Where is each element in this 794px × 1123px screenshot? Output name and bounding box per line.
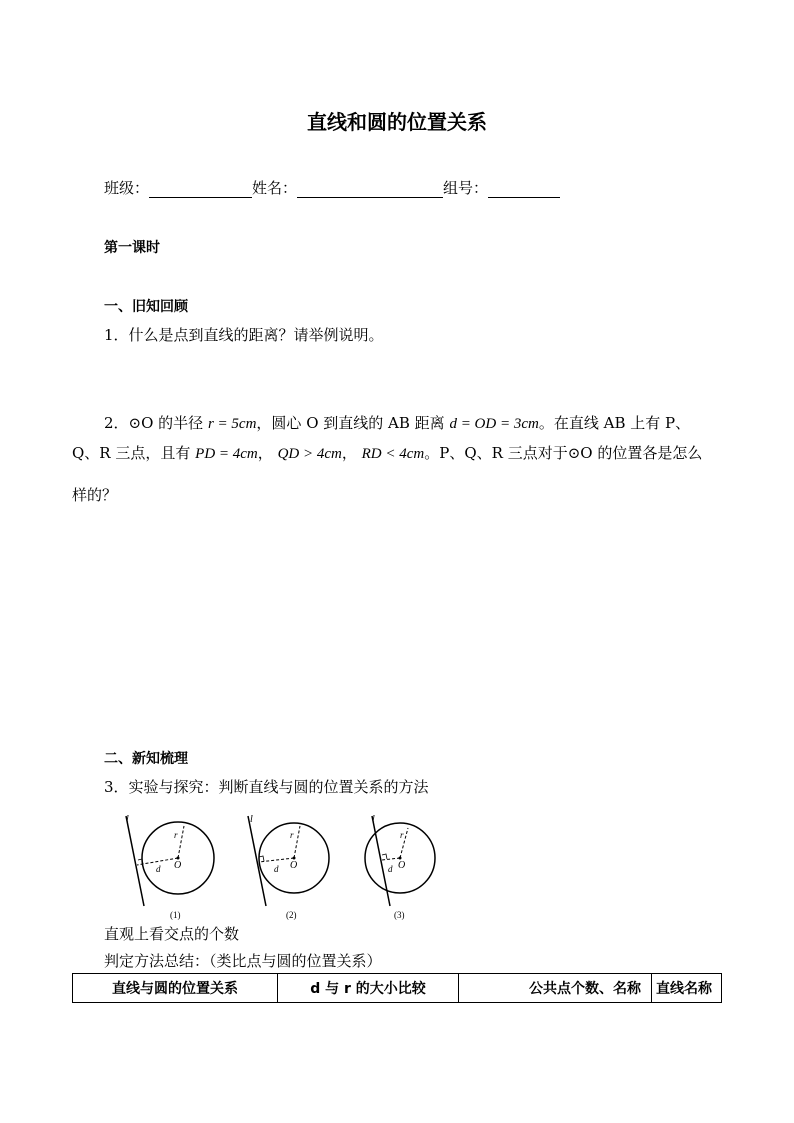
fig3-line-label: l <box>372 814 375 825</box>
class-label: 班级： <box>104 179 150 197</box>
observe-text: 直观上看交点的个数 <box>104 925 240 943</box>
figure-separate-graphic <box>118 810 218 925</box>
fig2-center-label: O <box>290 860 298 871</box>
fig2-line-label: l <box>250 814 253 825</box>
section1-heading: 一、旧知回顾 <box>104 299 188 315</box>
q2-text-4: Q、R 三点，且有 <box>72 444 191 462</box>
fig1-distance-label: d <box>156 864 161 874</box>
class-blank[interactable] <box>149 181 252 198</box>
fig1-line-label: l <box>126 814 129 825</box>
table-header-relation: 直线与圆的位置关系 <box>73 974 278 1003</box>
q2-math-distance: d = OD = 3cm <box>449 416 539 432</box>
name-label: 姓名： <box>252 179 298 197</box>
q2-math-rd: RD < 4cm <box>361 446 425 462</box>
fig2-caption: (2) <box>286 910 297 920</box>
fig3-distance-label: d <box>388 864 393 874</box>
table-header-common-points: 公共点个数、名称 <box>459 974 652 1003</box>
summary-table <box>72 973 722 1003</box>
group-label: 组号： <box>443 179 489 197</box>
fig3-caption: (3) <box>394 910 405 920</box>
fig1-center-label: O <box>174 860 182 871</box>
question-2-line2 <box>72 443 702 464</box>
figure-intersect <box>354 810 454 925</box>
question-1: 1．什么是点到直线的距离？请举例说明。 <box>104 326 384 344</box>
fig3-radius-label: r <box>400 830 404 840</box>
q2-math-qd: QD > 4cm <box>277 446 342 462</box>
question-2-line3: 样的？ <box>72 486 118 504</box>
student-info-row <box>104 178 560 198</box>
name-blank[interactable] <box>297 181 443 198</box>
table-header-row <box>73 974 722 1003</box>
q2-math-pd: PD = 4cm <box>195 446 258 462</box>
q2-text-3: 。在直线 AB 上有 P、 <box>538 414 691 432</box>
group-blank[interactable] <box>488 181 560 198</box>
fig1-radius-label: r <box>174 830 178 840</box>
lesson-label: 第一课时 <box>104 240 160 256</box>
section2-heading: 二、新知梳理 <box>104 751 188 767</box>
question-2-line1 <box>104 413 690 434</box>
figure-separate <box>118 810 218 925</box>
figure-tangent-graphic <box>236 810 336 925</box>
q2-text-6: ， <box>341 444 357 462</box>
figure-intersect-graphic <box>354 810 454 925</box>
fig1-caption: (1) <box>170 910 181 920</box>
fig2-radius-label: r <box>290 830 294 840</box>
q2-text-7: 。P、Q、R 三点对于⊙O 的位置各是怎么 <box>424 444 703 462</box>
q2-text-5: ， <box>257 444 273 462</box>
q2-text-2: ，圆心 O 到直线的 AB 距离 <box>256 414 445 432</box>
page-title: 直线和圆的位置关系 <box>307 110 487 134</box>
fig2-distance-label: d <box>274 864 279 874</box>
q2-math-radius: r = 5cm <box>207 416 257 432</box>
circle-line-figures <box>118 810 438 925</box>
q2-text-1: 2．⊙O 的半径 <box>104 414 204 432</box>
figure-tangent <box>236 810 336 925</box>
fig3-center-label: O <box>398 860 406 871</box>
table-header-comparison: d 与 r 的大小比较 <box>278 974 459 1003</box>
table-header-line-name: 直线名称 <box>652 974 722 1003</box>
question-3: 3．实验与探究：判断直线与圆的位置关系的方法 <box>104 778 429 796</box>
summary-text: 判定方法总结：（类比点与圆的位置关系） <box>104 952 382 970</box>
